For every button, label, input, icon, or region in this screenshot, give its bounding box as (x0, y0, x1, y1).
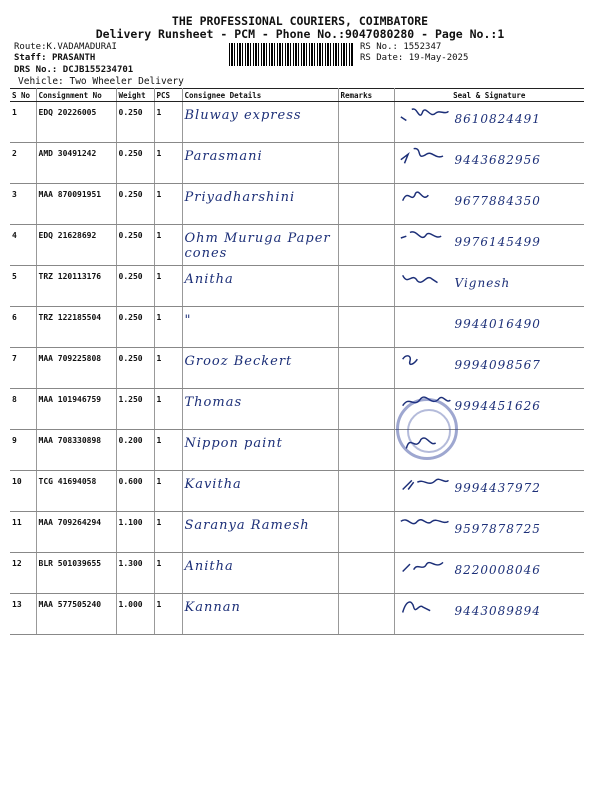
table-row (10, 266, 584, 307)
row-consignment: EDQ 21628692 (36, 225, 116, 266)
runsheet-table (10, 88, 584, 635)
row-weight: 0.600 (116, 471, 154, 512)
row-weight: 1.250 (116, 389, 154, 430)
barcode (229, 43, 354, 66)
row-sno: 10 (10, 471, 36, 512)
row-weight: 0.250 (116, 184, 154, 225)
staff-line (14, 53, 95, 63)
signature-scribble (399, 145, 454, 167)
row-signature (394, 225, 584, 266)
row-consignment: BLR 501039655 (36, 553, 116, 594)
row-consignee: Saranya Ramesh (182, 512, 338, 553)
row-consignee: Anitha (182, 553, 338, 594)
row-consignee: Parasmani (182, 143, 338, 184)
signature-scribble (399, 596, 454, 618)
signature-scribble (399, 350, 454, 372)
row-signature-phone: 8610824491 (454, 112, 541, 126)
row-consignee: Grooz Beckert (182, 348, 338, 389)
staff-label: Staff: (14, 53, 47, 63)
vehicle-line: Vehicle: Two Wheeler Delivery (18, 76, 184, 87)
row-consignment: TRZ 120113176 (36, 266, 116, 307)
table-row (10, 225, 584, 266)
row-pcs: 1 (154, 225, 182, 266)
row-pcs: 1 (154, 389, 182, 430)
signature-scribble (399, 104, 454, 126)
rs-date: RS Date: 19-May-2025 (360, 53, 469, 63)
row-weight: 0.250 (116, 225, 154, 266)
row-signature-phone: 9944016490 (454, 317, 541, 331)
rs-number: RS No.: 1552347 (360, 42, 442, 52)
row-remarks (338, 594, 394, 635)
row-pcs: 1 (154, 266, 182, 307)
row-consignment: MAA 709225808 (36, 348, 116, 389)
table-row (10, 471, 584, 512)
table-row (10, 348, 584, 389)
runsheet-title: Delivery Runsheet - PCM - Phone No.:9047080280 - Page No.:1 (95, 27, 505, 41)
row-remarks (338, 102, 394, 143)
col-remarks: Remarks (338, 89, 394, 102)
drs-label: DRS No.: (14, 65, 58, 75)
row-remarks (338, 225, 394, 266)
row-pcs: 1 (154, 594, 182, 635)
row-weight: 0.250 (116, 348, 154, 389)
row-consignment: MAA 870091951 (36, 184, 116, 225)
row-signature-phone: 9443682956 (454, 153, 541, 167)
row-signature (394, 102, 584, 143)
row-consignment: MAA 709264294 (36, 512, 116, 553)
table-row (10, 594, 584, 635)
row-signature-phone: Vignesh (454, 276, 511, 290)
row-sno: 6 (10, 307, 36, 348)
row-sno: 1 (10, 102, 36, 143)
col-sno: S No (10, 89, 36, 102)
row-consignee: " (182, 307, 338, 348)
col-pcs: PCS (154, 89, 182, 102)
row-pcs: 1 (154, 307, 182, 348)
row-pcs: 1 (154, 102, 182, 143)
col-signature: Seal & Signature (394, 89, 584, 102)
row-consignee: Nippon paint (182, 430, 338, 471)
row-pcs: 1 (154, 143, 182, 184)
seal-stamp (396, 398, 458, 460)
row-consignee: Kannan (182, 594, 338, 635)
row-consignee: Ohm Muruga Paper cones (182, 225, 338, 266)
row-pcs: 1 (154, 471, 182, 512)
row-signature-phone: 9994451626 (454, 399, 541, 413)
row-weight: 0.250 (116, 143, 154, 184)
table-row (10, 102, 584, 143)
row-sno: 4 (10, 225, 36, 266)
row-weight: 0.250 (116, 307, 154, 348)
row-remarks (338, 307, 394, 348)
drs-line (14, 65, 133, 75)
row-consignee: Kavitha (182, 471, 338, 512)
row-signature (394, 553, 584, 594)
row-sno: 8 (10, 389, 36, 430)
staff-value: PRASANTH (51, 53, 96, 63)
row-weight: 0.200 (116, 430, 154, 471)
row-consignment: EDQ 20226005 (36, 102, 116, 143)
row-weight: 1.000 (116, 594, 154, 635)
row-consignee: Anitha (182, 266, 338, 307)
col-weight: Weight (116, 89, 154, 102)
row-weight: 1.100 (116, 512, 154, 553)
row-signature-phone: 9443089894 (454, 604, 541, 618)
row-pcs: 1 (154, 512, 182, 553)
table-row (10, 307, 584, 348)
row-signature (394, 184, 584, 225)
row-signature-phone: 8220008046 (454, 563, 541, 577)
row-remarks (338, 389, 394, 430)
row-weight: 1.300 (116, 553, 154, 594)
route-label: Route: (14, 42, 47, 52)
row-consignment: MAA 708330898 (36, 430, 116, 471)
row-sno: 12 (10, 553, 36, 594)
row-consignment: MAA 577505240 (36, 594, 116, 635)
row-sno: 11 (10, 512, 36, 553)
row-signature-phone: 9994437972 (454, 481, 541, 495)
company-title: THE PROFESSIONAL COURIERS, COIMBATORE (171, 14, 429, 28)
row-signature (394, 471, 584, 512)
row-remarks (338, 266, 394, 307)
row-remarks (338, 348, 394, 389)
row-pcs: 1 (154, 184, 182, 225)
row-signature-phone: 9994098567 (454, 358, 541, 372)
row-remarks (338, 512, 394, 553)
row-signature-phone: 9976145499 (454, 235, 541, 249)
drs-value: DCJB155234701 (62, 65, 134, 75)
table-row (10, 184, 584, 225)
row-consignment: AMD 30491242 (36, 143, 116, 184)
row-remarks (338, 184, 394, 225)
row-signature-phone: 9677884350 (454, 194, 541, 208)
signature-scribble (399, 555, 454, 577)
col-consignee: Consignee Details (182, 89, 338, 102)
row-weight: 0.250 (116, 266, 154, 307)
row-pcs: 1 (154, 553, 182, 594)
row-consignment: TCG 41694058 (36, 471, 116, 512)
col-consignment: Consignment No (36, 89, 116, 102)
signature-scribble (399, 268, 454, 290)
row-remarks (338, 430, 394, 471)
route-value: K.VADAMADURAI (46, 42, 117, 52)
row-pcs: 1 (154, 430, 182, 471)
row-consignee: Bluway express (182, 102, 338, 143)
row-sno: 2 (10, 143, 36, 184)
row-consignment: MAA 101946759 (36, 389, 116, 430)
signature-scribble (399, 473, 454, 495)
row-consignee: Priyadharshini (182, 184, 338, 225)
row-signature (394, 307, 584, 348)
signature-scribble (399, 227, 454, 249)
row-sno: 9 (10, 430, 36, 471)
table-row (10, 143, 584, 184)
row-sno: 13 (10, 594, 36, 635)
row-consignee: Thomas (182, 389, 338, 430)
row-remarks (338, 553, 394, 594)
row-sno: 5 (10, 266, 36, 307)
row-signature (394, 266, 584, 307)
signature-scribble (399, 514, 454, 536)
table-header-row (10, 89, 584, 102)
row-remarks (338, 471, 394, 512)
row-sno: 3 (10, 184, 36, 225)
row-consignment: TRZ 122185504 (36, 307, 116, 348)
row-weight: 0.250 (116, 102, 154, 143)
row-signature (394, 143, 584, 184)
row-signature (394, 348, 584, 389)
row-remarks (338, 143, 394, 184)
row-signature (394, 512, 584, 553)
row-signature-phone: 9597878725 (454, 522, 541, 536)
table-row (10, 430, 584, 471)
table-row (10, 512, 584, 553)
row-pcs: 1 (154, 348, 182, 389)
route-line (14, 42, 117, 52)
row-sno: 7 (10, 348, 36, 389)
row-signature (394, 594, 584, 635)
signature-scribble (399, 186, 454, 208)
table-row (10, 389, 584, 430)
table-row (10, 553, 584, 594)
